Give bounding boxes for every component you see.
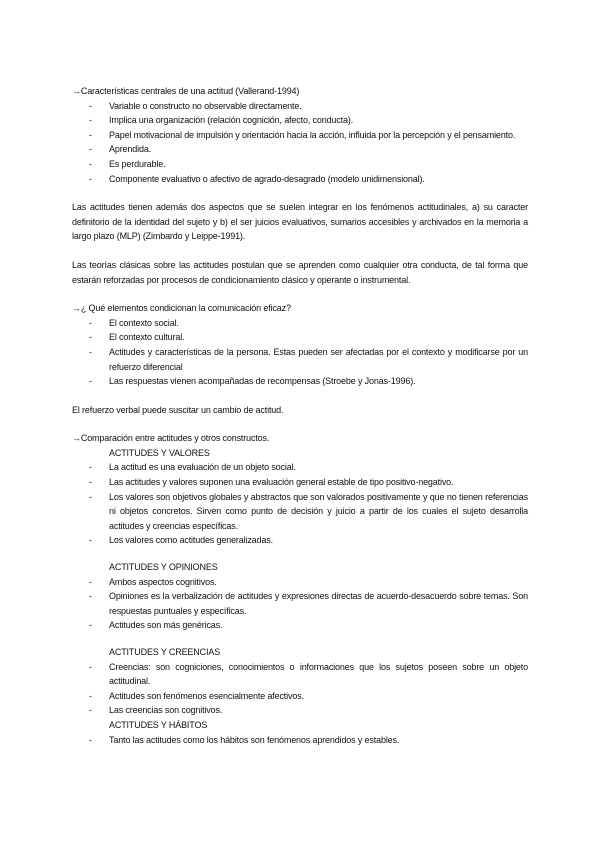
- list-item-text: Las creencias son cognitivos.: [109, 705, 223, 716]
- paragraph-teorias: Las teorías clásicas sobre las actitudes postulan que se aprenden como cualquier otra conducta, de tal forma que estarán reforzadas por procesos de condicionamiento clásico y operante o instrumental.: [72, 259, 528, 285]
- bullet-dash: -: [89, 491, 92, 502]
- list-item-text: Actitudes y características de la persona. Estas pueden ser afectadas por el contexto y modificarse por un refuerzo diferencial: [109, 346, 528, 372]
- bullet-dash: -: [89, 158, 92, 169]
- valores-list: [72, 460, 528, 548]
- list-item-text: Ambos aspectos cognitivos.: [109, 576, 217, 587]
- list-item-text: Actitudes son fenómenos esencialmente afectivos.: [109, 690, 304, 701]
- list-item: [72, 128, 528, 143]
- list-item: [72, 142, 528, 157]
- paragraph-refuerzo: El refuerzo verbal puede suscitar un cambio de actitud.: [72, 404, 284, 415]
- subheading-valores: ACTITUDES Y VALORES: [109, 447, 210, 458]
- caracteristicas-list: [72, 99, 528, 187]
- list-item-text: Las actitudes y valores suponen una evaluación general estable de tipo positivo-negativo.: [109, 477, 454, 488]
- list-item-text: Actitudes son más genéricas.: [109, 620, 223, 631]
- bullet-dash: -: [89, 477, 92, 488]
- list-item-text: Implica una organización (relación cognición, afecto, conducta).: [109, 115, 354, 126]
- list-item: [72, 589, 528, 618]
- bullet-dash: -: [89, 115, 92, 126]
- bullet-dash: -: [89, 317, 92, 328]
- bullet-dash: -: [89, 576, 92, 587]
- list-item: [72, 703, 528, 718]
- bullet-dash: -: [89, 173, 92, 184]
- bullet-dash: -: [89, 734, 92, 745]
- bullet-dash: -: [89, 705, 92, 716]
- bullet-dash: -: [89, 144, 92, 155]
- list-item-text: Creencias: son cogniciones, conocimientos o informaciones que los sujetos poseen sobre un objeto actitudinal.: [109, 661, 528, 687]
- subheading-creencias: ACTITUDES Y CREENCIAS: [109, 647, 221, 657]
- section-heading-comunicacion: →¿ Qué elementos condicionan la comunicación eficaz?: [72, 303, 291, 314]
- list-item-text: El contexto cultural.: [109, 332, 185, 343]
- list-item: [72, 533, 528, 548]
- list-item: [72, 460, 528, 475]
- list-item: [72, 330, 528, 345]
- list-item: [72, 475, 528, 490]
- list-item: [72, 316, 528, 331]
- list-item: [72, 575, 528, 590]
- list-item: [72, 618, 528, 633]
- list-item: [72, 490, 528, 534]
- list-item: [72, 345, 528, 374]
- comunicacion-list: [72, 316, 528, 389]
- subheading-opiniones: ACTITUDES Y OPINIONES: [109, 562, 218, 573]
- list-item: [72, 172, 528, 187]
- section-heading-comparacion: →Comparación entre actitudes y otros constructos.: [72, 433, 270, 444]
- document-content: [72, 84, 528, 747]
- opiniones-list: [72, 575, 528, 633]
- creencias-list: [72, 660, 528, 718]
- list-item: [72, 374, 528, 389]
- bullet-dash: -: [89, 462, 92, 473]
- list-item: [72, 157, 528, 172]
- bullet-dash: -: [89, 346, 92, 357]
- list-item-text: Los valores son objetivos globales y abstractos que son valorados positivamente y que no tienen referencias ni objetos concretos. Sirven como punto de decisión y juicio a partir de los cuales el sujeto desarrolla actitudes y creencias específicas.: [109, 491, 528, 531]
- list-item-text: La actitud es una evaluación de un objeto social.: [109, 462, 296, 473]
- subheading-habitos: ACTITUDES Y HÁBITOS: [109, 719, 208, 730]
- list-item: [72, 660, 528, 689]
- list-item-text: Papel motivacional de impulsión y orientación hacia la acción, influida por la percepción y el pensamiento.: [109, 129, 516, 140]
- list-item-text: El contexto social.: [109, 317, 179, 328]
- section-heading-caracteristicas: →Características centrales de una actitud (Vallerand-1994): [72, 86, 300, 96]
- bullet-dash: -: [89, 376, 92, 387]
- list-item-text: Tanto las actitudes como los hábitos son fenómenos aprendidos y estables.: [109, 734, 400, 745]
- list-item-text: Aprendida.: [109, 144, 152, 155]
- bullet-dash: -: [89, 129, 92, 140]
- bullet-dash: -: [89, 535, 92, 546]
- habitos-list: [72, 733, 528, 748]
- bullet-dash: -: [89, 620, 92, 631]
- list-item: [72, 113, 528, 128]
- list-item: [72, 99, 528, 114]
- list-item-text: Los valores como actitudes generalizadas.: [109, 535, 273, 546]
- bullet-dash: -: [89, 661, 92, 672]
- list-item-text: Es perdurable.: [109, 158, 166, 169]
- bullet-dash: -: [89, 100, 92, 111]
- paragraph-aspectos: Las actitudes tienen además dos aspectos que se suelen integrar en los fenómenos actitudinales, a) su caracter definitorio de la identidad del sujeto y b) el ser juicios evaluativos, sumarios accesibles y archivados en la memoria a largo plazo (MLP) (Zimbardo y Leippe-1991).: [72, 202, 528, 242]
- list-item: [72, 733, 528, 748]
- bullet-dash: -: [89, 332, 92, 343]
- bullet-dash: -: [89, 591, 92, 602]
- list-item-text: Componente evaluativo o afectivo de agrado-desagrado (modelo unidimensional).: [109, 173, 425, 184]
- list-item: [72, 689, 528, 704]
- list-item-text: Variable o constructo no observable directamente.: [109, 100, 302, 111]
- list-item-text: Opiniones es la verbalización de actitudes y expresiones directas de acuerdo-desacuerdo sobre temas. Son respuestas puntuales y específicas.: [109, 591, 528, 616]
- list-item-text: Las respuestas vienen acompañadas de recompensas (Stroebe y Jonas-1996).: [109, 376, 416, 387]
- bullet-dash: -: [89, 690, 92, 701]
